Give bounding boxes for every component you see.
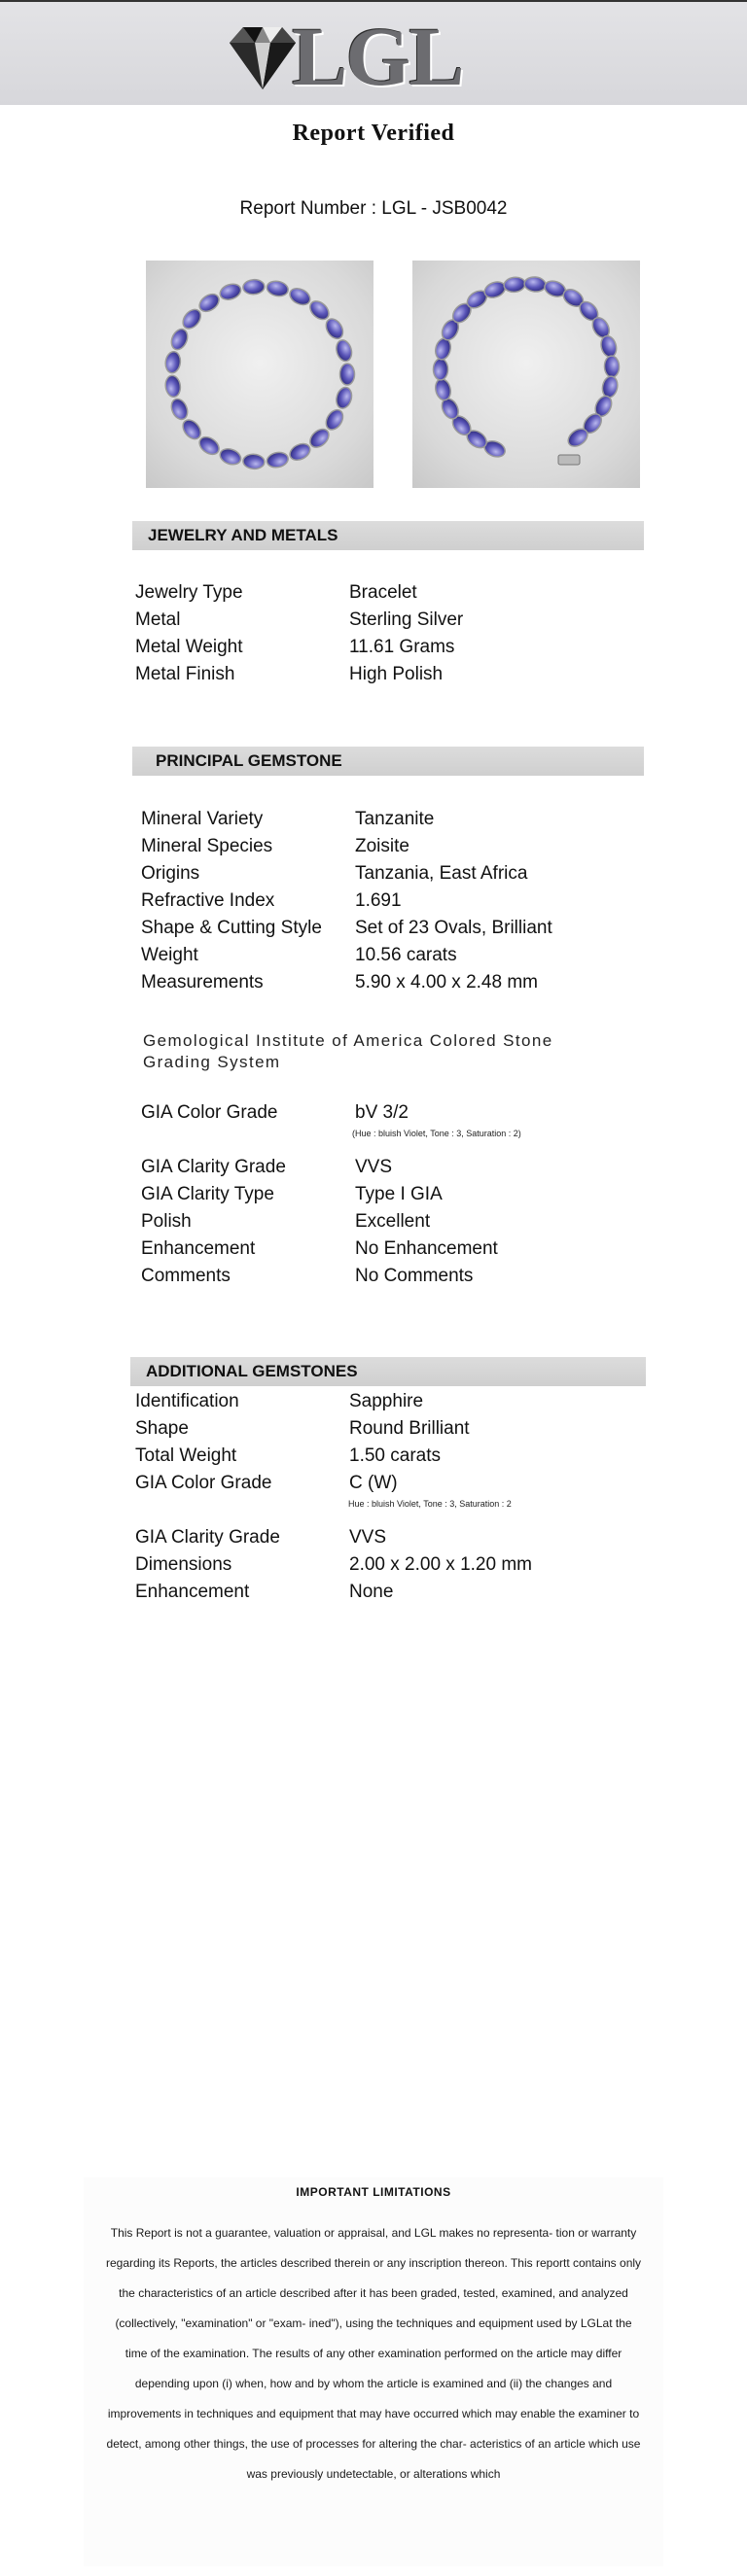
section-jewelry-heading: JEWELRY AND METALS xyxy=(132,521,644,550)
tanzanite-gem xyxy=(242,279,265,295)
tanzanite-gem xyxy=(196,291,223,315)
row-value: 2.00 x 2.00 x 1.20 mm xyxy=(349,1554,532,1575)
tanzanite-gem xyxy=(164,374,182,398)
row-label: Mineral Species xyxy=(141,836,273,856)
tanzanite-gem xyxy=(196,434,223,458)
diamond-icon xyxy=(226,21,298,93)
row-value: C (W) xyxy=(349,1473,398,1493)
row-label: Identification xyxy=(135,1391,239,1411)
row-value: bV 3/2 xyxy=(355,1102,409,1123)
tanzanite-gem xyxy=(601,375,620,400)
row-value: No Comments xyxy=(355,1266,474,1286)
row-label: GIA Clarity Grade xyxy=(141,1157,286,1177)
tanzanite-gem xyxy=(340,364,355,385)
tanzanite-gem xyxy=(218,281,243,302)
row-label: Metal Weight xyxy=(135,637,243,657)
row-value: High Polish xyxy=(349,664,444,684)
tanzanite-gem xyxy=(242,454,265,470)
row-label: Jewelry Type xyxy=(135,582,243,603)
tanzanite-gem xyxy=(164,351,182,374)
row-label: GIA Color Grade xyxy=(141,1102,278,1123)
tanzanite-gem xyxy=(168,327,191,352)
tanzanite-gem xyxy=(266,279,290,297)
header-banner xyxy=(0,0,747,105)
row-value: Set of 23 Ovals, Brilliant xyxy=(355,918,552,938)
row-label: Refractive Index xyxy=(141,890,275,911)
bracelet-circle-image xyxy=(146,261,374,488)
tanzanite-gem xyxy=(503,276,526,294)
tanzanite-gem xyxy=(434,337,453,362)
row-value: 1.691 xyxy=(355,890,402,911)
row-label: Polish xyxy=(141,1211,192,1232)
tanzanite-gem xyxy=(266,451,290,470)
row-value: Sterling Silver xyxy=(349,609,464,630)
row-label: Comments xyxy=(141,1266,231,1286)
row-label: Origins xyxy=(141,863,200,884)
tanzanite-gem xyxy=(523,276,546,293)
section-principal-heading: PRINCIPAL GEMSTONE xyxy=(132,747,644,776)
row-label: Shape & Cutting Style xyxy=(141,918,322,938)
row-label: Metal xyxy=(135,609,181,630)
row-value: Bracelet xyxy=(349,582,417,603)
tanzanite-gem xyxy=(218,446,243,468)
tanzanite-gem xyxy=(323,316,346,342)
row-label: Dimensions xyxy=(135,1554,232,1575)
row-value: Zoisite xyxy=(355,836,409,856)
row-label: GIA Clarity Grade xyxy=(135,1527,280,1548)
row-value: 10.56 carats xyxy=(355,945,457,965)
row-label: Mineral Variety xyxy=(141,809,264,829)
row-label: Metal Finish xyxy=(135,664,235,684)
row-value: VVS xyxy=(349,1527,387,1548)
row-value: Tanzania, East Africa xyxy=(355,863,528,884)
row-value: VVS xyxy=(355,1157,393,1177)
tanzanite-gem xyxy=(335,338,354,363)
report-number: Report Number : LGL - JSB0042 xyxy=(239,198,508,219)
tanzanite-gem xyxy=(335,386,354,410)
bracelet-photo-front xyxy=(146,261,374,488)
row-label: Enhancement xyxy=(135,1582,250,1602)
row-label: Total Weight xyxy=(135,1445,237,1466)
bracelet-open-image xyxy=(412,261,640,488)
tanzanite-gem xyxy=(287,285,312,307)
gia-grading-heading: Gemological Institute of America Colored Stone Grading System xyxy=(143,1031,553,1071)
row-value: Round Brilliant xyxy=(349,1418,470,1439)
row-value: Tanzanite xyxy=(355,809,435,829)
limitations-text: This Report is not a guarantee, valuation or appraisal, and LGL makes no representa- tion or warranty regarding its Reports, the articles described therein or any inscription thereon. This reportt contains only the characteristics of an article described after it has been graded, tested, examined, and analyzed (collectively, "examination" or "exam- ined"), using the techniques and equipment used by LGLat the time of the examination. The results of any other examination performed on the article may differ depending upon (i) when, how and by whom the article is examined and (ii) the changes and improvements in techniques and equipment that may have occurred which may enable the examiner to detect, among other things, the use of processes for altering the char- acteristics of an article which use was previously undetectable, or alterations which xyxy=(105,2226,642,2481)
tanzanite-gem xyxy=(604,356,620,377)
row-label: GIA Clarity Type xyxy=(141,1184,274,1204)
tanzanite-gem xyxy=(434,377,453,401)
row-value: 5.90 x 4.00 x 2.48 mm xyxy=(355,972,538,992)
row-label: Shape xyxy=(135,1418,189,1439)
row-value: Type I GIA xyxy=(355,1184,443,1204)
tanzanite-gem xyxy=(323,407,346,434)
tanzanite-gem xyxy=(287,440,312,463)
limitations-title: IMPORTANT LIMITATIONS xyxy=(296,2185,451,2199)
tanzanite-gem xyxy=(433,359,447,380)
page-title: Report Verified xyxy=(292,121,455,146)
row-value: Excellent xyxy=(355,1211,431,1232)
color-grade-note: (Hue : bluish Violet, Tone : 3, Saturation : 2) xyxy=(352,1129,521,1138)
color-grade-note: Hue : bluish Violet, Tone : 3, Saturation : 2 xyxy=(348,1499,512,1509)
section-additional-heading: ADDITIONAL GEMSTONES xyxy=(130,1357,646,1386)
lgl-logo xyxy=(226,10,488,103)
row-value: None xyxy=(349,1582,394,1602)
row-value: Sapphire xyxy=(349,1391,424,1411)
tanzanite-gem xyxy=(168,397,191,422)
row-label: GIA Color Grade xyxy=(135,1473,272,1493)
bracelet-photo-open xyxy=(412,261,640,488)
row-value: 1.50 carats xyxy=(349,1445,441,1466)
row-value: 11.61 Grams xyxy=(349,637,455,657)
row-label: Weight xyxy=(141,945,198,965)
row-value: No Enhancement xyxy=(355,1238,498,1259)
row-label: Enhancement xyxy=(141,1238,256,1259)
logo-text: LGL xyxy=(292,10,463,103)
row-label: Measurements xyxy=(141,972,264,992)
